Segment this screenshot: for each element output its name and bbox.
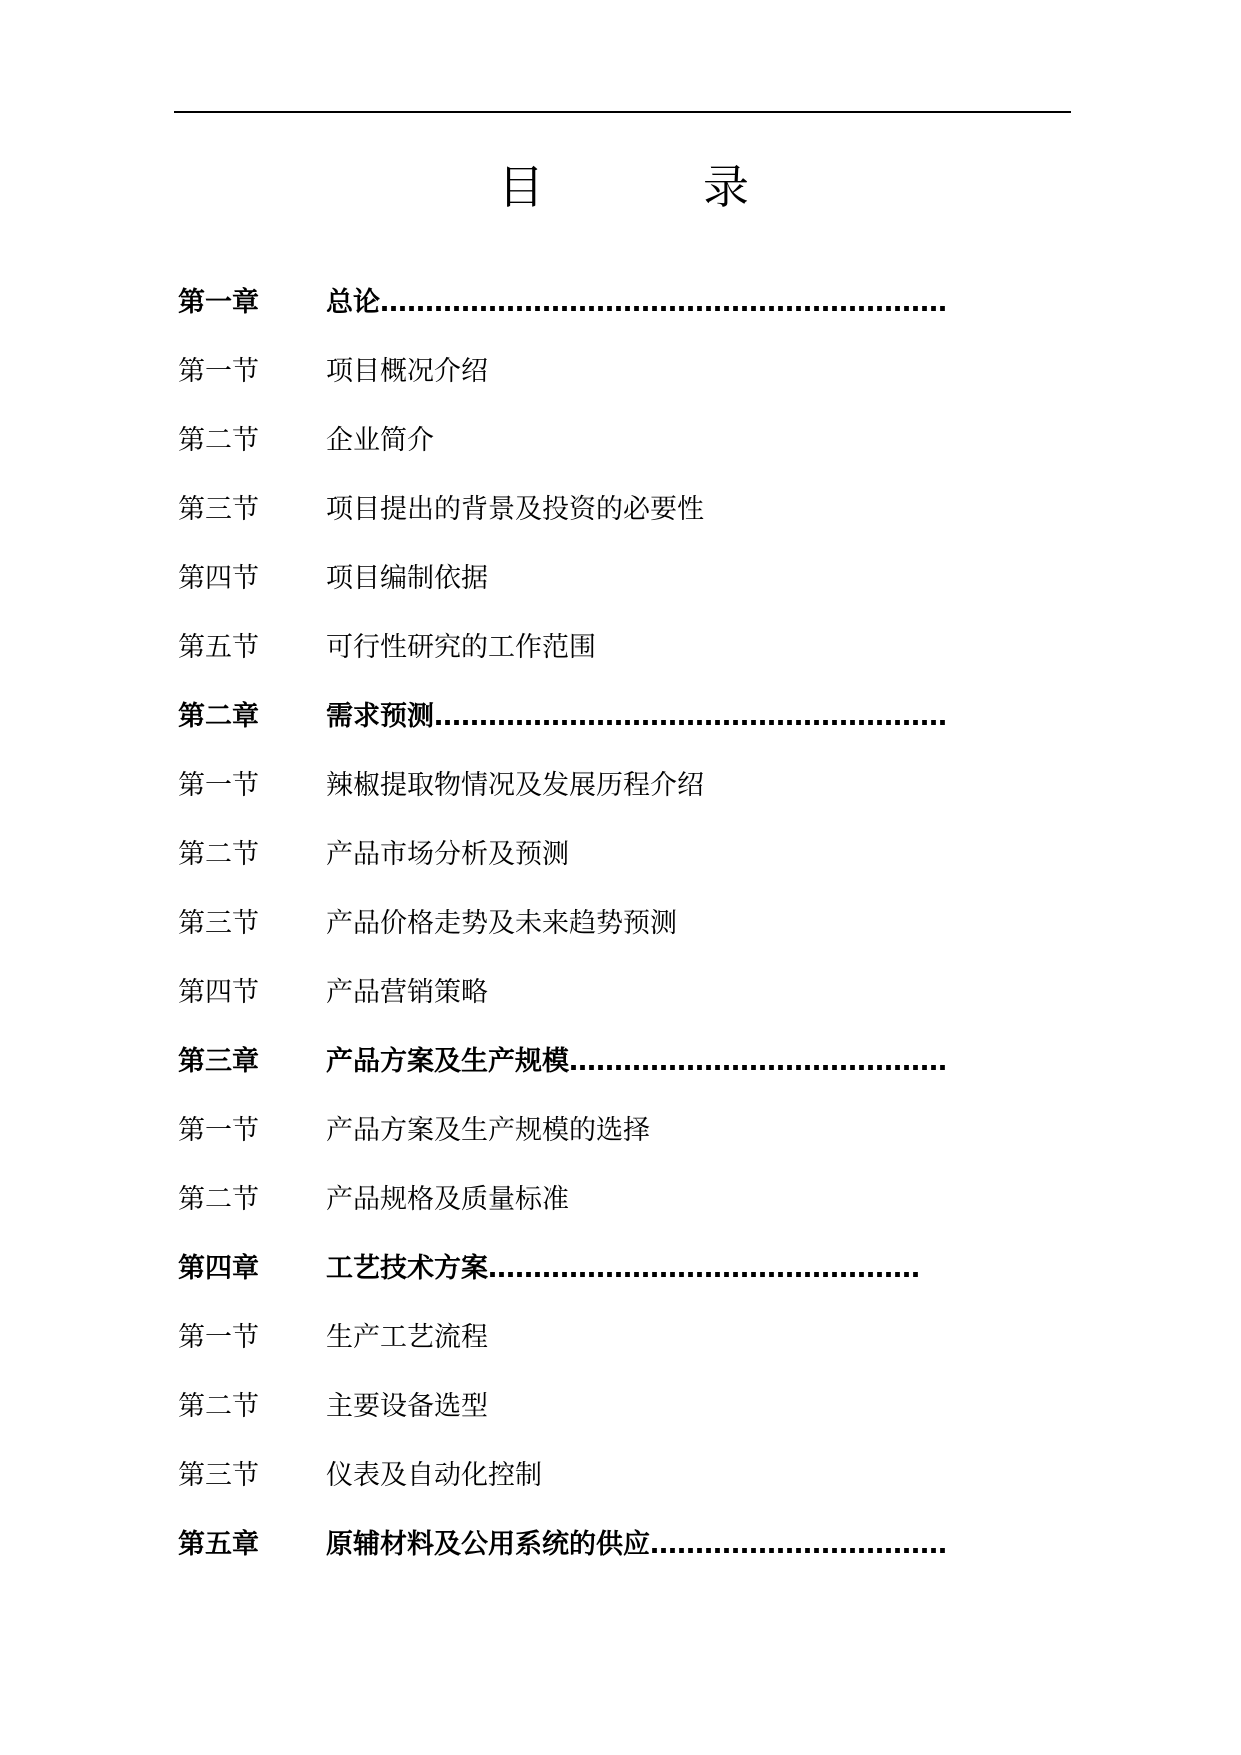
section-title: 产品价格走势及未来趋势预测	[326, 908, 677, 939]
toc-section-entry	[178, 475, 978, 544]
section-title: 产品营销策略	[326, 977, 488, 1008]
chapter-title-wrap	[326, 268, 1148, 337]
section-number: 第四节	[178, 977, 259, 1008]
section-title-wrap	[326, 820, 1148, 889]
section-title: 项目提出的背景及投资的必要性	[326, 494, 704, 525]
section-title: 产品方案及生产规模的选择	[326, 1115, 650, 1146]
chapter-number: 第二章	[178, 701, 259, 732]
section-number: 第一节	[178, 356, 259, 387]
header-rule	[174, 111, 1071, 113]
section-title-wrap	[326, 613, 1148, 682]
dot-leader: …………………………………………………	[434, 701, 947, 732]
chapter-number: 第三章	[178, 1046, 259, 1077]
section-title-wrap	[326, 475, 1148, 544]
toc-chapter-entry	[178, 268, 978, 337]
section-number: 第二节	[178, 425, 259, 456]
toc-section-entry	[178, 820, 978, 889]
section-number: 第一节	[178, 770, 259, 801]
section-title-wrap	[326, 1303, 1148, 1372]
toc-section-entry	[178, 958, 978, 1027]
section-title-wrap	[326, 889, 1148, 958]
section-number: 第三节	[178, 494, 259, 525]
page-title	[0, 152, 1241, 222]
dot-leader: ………………………………………………………	[380, 287, 947, 318]
section-title: 辣椒提取物情况及发展历程介绍	[326, 770, 704, 801]
toc-section-entry	[178, 1441, 978, 1510]
section-title-wrap	[326, 1165, 1148, 1234]
toc-section-entry	[178, 1303, 978, 1372]
section-number: 第二节	[178, 1184, 259, 1215]
section-title: 仪表及自动化控制	[326, 1460, 542, 1491]
section-title: 项目编制依据	[326, 563, 488, 594]
section-title-wrap	[326, 958, 1148, 1027]
chapter-title-wrap	[326, 1234, 1148, 1303]
section-number: 第一节	[178, 1322, 259, 1353]
chapter-number: 第四章	[178, 1253, 259, 1284]
section-number: 第四节	[178, 563, 259, 594]
toc-section-entry	[178, 613, 978, 682]
toc-section-entry	[178, 889, 978, 958]
dot-leader: …………………………………………	[488, 1253, 920, 1284]
toc-section-entry	[178, 337, 978, 406]
section-title: 企业简介	[326, 425, 434, 456]
title-char-1: 目	[498, 160, 544, 214]
section-title: 项目概况介绍	[326, 356, 488, 387]
section-title: 产品规格及质量标准	[326, 1184, 569, 1215]
dot-leader: ……………………………………	[569, 1046, 947, 1077]
section-title: 产品市场分析及预测	[326, 839, 569, 870]
toc-section-entry	[178, 1372, 978, 1441]
section-title-wrap	[326, 751, 1148, 820]
toc-chapter-entry	[178, 1027, 978, 1096]
section-number: 第二节	[178, 839, 259, 870]
section-title-wrap	[326, 1096, 1148, 1165]
toc-section-entry	[178, 544, 978, 613]
chapter-title: 总论	[326, 287, 380, 318]
section-number: 第三节	[178, 908, 259, 939]
section-number: 第五节	[178, 632, 259, 663]
toc-chapter-entry	[178, 1234, 978, 1303]
section-title-wrap	[326, 337, 1148, 406]
toc-section-entry	[178, 751, 978, 820]
toc-section-entry	[178, 1165, 978, 1234]
chapter-title: 原辅材料及公用系统的供应	[326, 1529, 650, 1560]
section-number: 第二节	[178, 1391, 259, 1422]
chapter-number: 第五章	[178, 1529, 259, 1560]
dot-leader: ……………………………	[650, 1529, 947, 1560]
title-char-2: 录	[703, 160, 749, 214]
chapter-title: 需求预测	[326, 701, 434, 732]
table-of-contents	[178, 268, 978, 1579]
toc-chapter-entry	[178, 682, 978, 751]
section-title-wrap	[326, 406, 1148, 475]
toc-section-entry	[178, 1096, 978, 1165]
section-title: 生产工艺流程	[326, 1322, 488, 1353]
chapter-title: 产品方案及生产规模	[326, 1046, 569, 1077]
section-number: 第三节	[178, 1460, 259, 1491]
section-number: 第一节	[178, 1115, 259, 1146]
chapter-title-wrap	[326, 682, 1148, 751]
section-title-wrap	[326, 1441, 1148, 1510]
chapter-title: 工艺技术方案	[326, 1253, 488, 1284]
section-title: 可行性研究的工作范围	[326, 632, 596, 663]
section-title-wrap	[326, 1372, 1148, 1441]
chapter-number: 第一章	[178, 287, 259, 318]
toc-chapter-entry	[178, 1510, 978, 1579]
toc-section-entry	[178, 406, 978, 475]
chapter-title-wrap	[326, 1510, 1148, 1579]
section-title-wrap	[326, 544, 1148, 613]
section-title: 主要设备选型	[326, 1391, 488, 1422]
chapter-title-wrap	[326, 1027, 1148, 1096]
